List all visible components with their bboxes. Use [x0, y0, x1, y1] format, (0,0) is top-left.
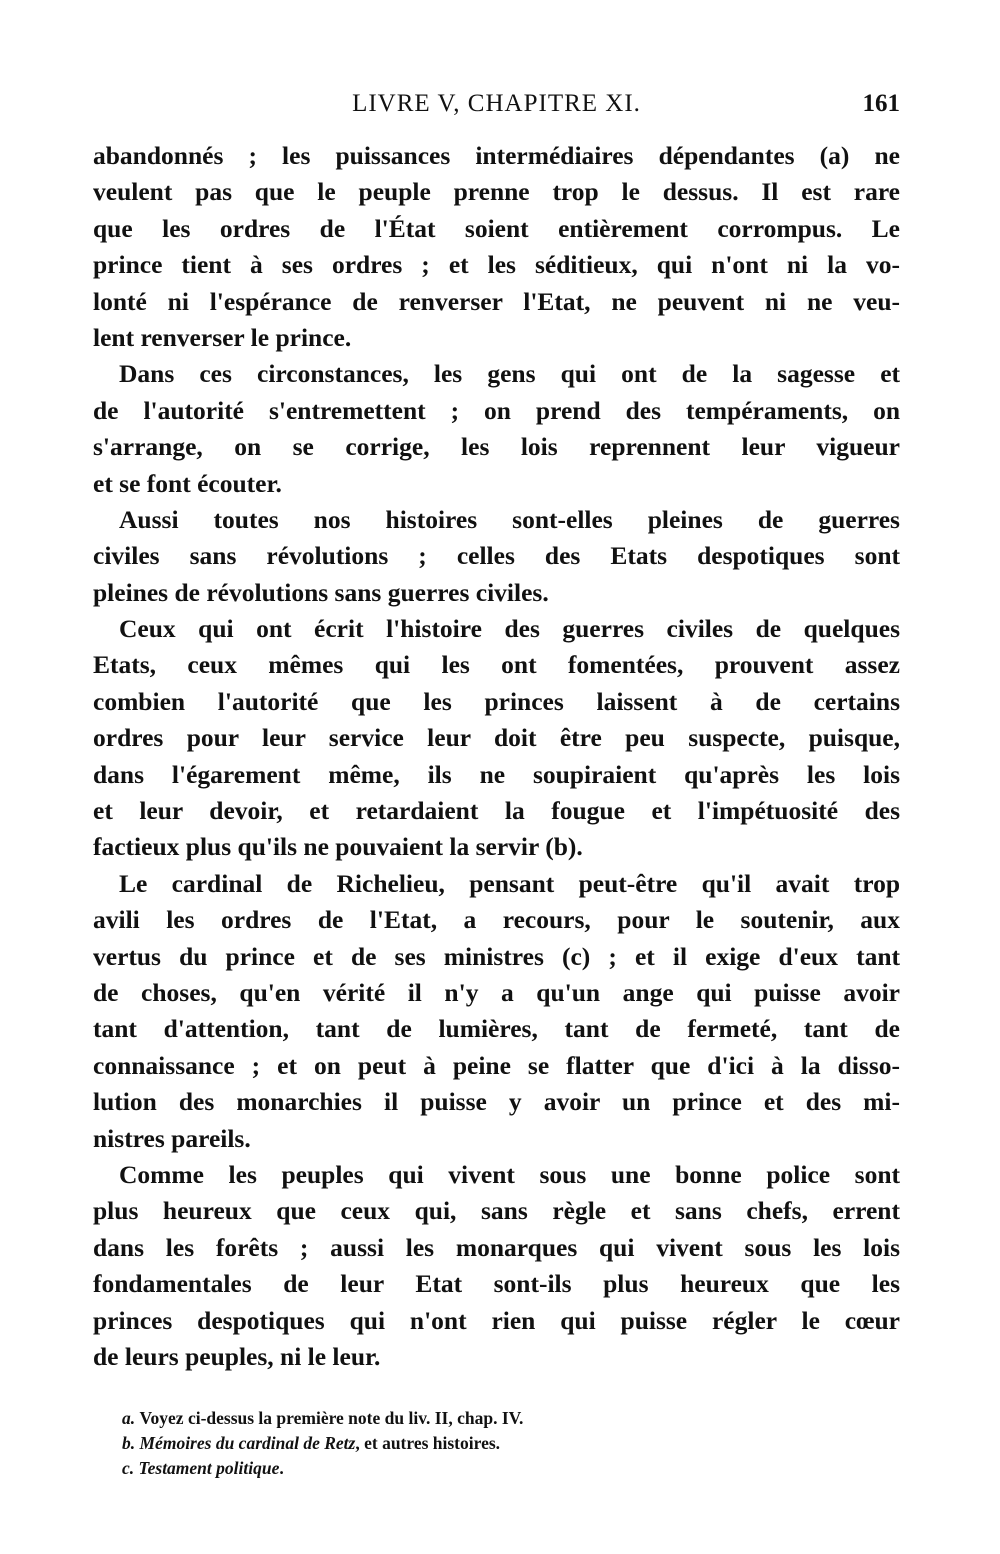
footnote [122, 1406, 822, 1431]
text-line: Dans ces circonstances, les gens qui ont de la sagesse et [119, 359, 900, 389]
text-line: Aussi toutes nos histoires sont-elles pleines de guerres [119, 504, 900, 534]
footnote-mark: a. [122, 1408, 140, 1428]
text-line: Ceux qui ont écrit l'histoire des guerres civiles de quelques [119, 614, 900, 644]
paragraph [93, 356, 900, 502]
text-line: tant d'attention, tant de lumières, tant de fermeté, tant de [93, 1014, 900, 1044]
text-line: vertus du prince et de ses ministres (c) ; et il exige d'eux tant [93, 941, 900, 971]
text-line: veulent pas que le peuple prenne trop le dessus. Il est rare [93, 177, 900, 207]
main-text [93, 138, 900, 1375]
paragraph [93, 611, 900, 866]
text-line: nistres pareils. [93, 1123, 251, 1153]
text-line: princes despotiques qui n'ont rien qui puisse régler le cœur [93, 1305, 900, 1335]
text-line: lution des monarchies il puisse y avoir un prince et des mi- [93, 1087, 900, 1117]
text-line: de choses, qu'en vérité il n'y a qu'un ange qui puisse avoir [93, 977, 900, 1007]
text-line: plus heureux que ceux qui, sans règle et sans chefs, errent [93, 1196, 900, 1226]
text-line: lent renverser le prince. [93, 322, 352, 352]
text-line: de l'autorité s'entremettent ; on prend des tempéraments, on [93, 395, 900, 425]
text-line: lonté ni l'espérance de renverser l'Etat, ne peuvent ni ne veu- [93, 286, 900, 316]
text-line: dans l'égarement même, ils ne soupiraient qu'après les lois [93, 759, 900, 789]
text-line: prince tient à ses ordres ; et les séditieux, qui n'ont ni la vo- [93, 250, 900, 280]
text-line: et leur devoir, et retardaient la fougue et l'impétuosité des [93, 796, 900, 826]
text-line: pleines de révolutions sans guerres civiles. [93, 577, 549, 607]
footnote-text: Voyez ci-dessus la première note du liv. II, chap. IV. [139, 1408, 524, 1428]
running-title: LIVRE V, CHAPITRE XI. [352, 90, 641, 117]
running-header [93, 90, 900, 126]
footnote-title: Testament politique [138, 1458, 280, 1478]
paragraph [93, 138, 900, 356]
paragraph [93, 502, 900, 611]
footnote-title: Mémoires du cardinal de Retz [139, 1433, 356, 1453]
text-line: civiles sans révolutions ; celles des Etats despotiques sont [93, 541, 900, 571]
text-line: et se font écouter. [93, 468, 282, 498]
text-line: que les ordres de l'État soient entièrement corrompus. Le [93, 213, 900, 243]
footnote [122, 1456, 822, 1481]
text-line: de leurs peuples, ni le leur. [93, 1341, 381, 1371]
text-line: Etats, ceux mêmes qui les ont fomentées, prouvent assez [93, 650, 900, 680]
footnote [122, 1431, 822, 1456]
text-line: avili les ordres de l'Etat, a recours, pour le soutenir, aux [93, 905, 900, 935]
text-line: Le cardinal de Richelieu, pensant peut-être qu'il avait trop [119, 868, 900, 898]
footnotes [122, 1406, 822, 1481]
footnote-mark: c. [122, 1458, 139, 1478]
text-line: factieux plus qu'ils ne pouvaient la servir (b). [93, 832, 583, 862]
footnote-mark: b. [122, 1433, 140, 1453]
text-line: dans les forêts ; aussi les monarques qui vivent sous les lois [93, 1232, 900, 1262]
paragraph [93, 1157, 900, 1375]
text-line: Comme les peuples qui vivent sous une bonne police sont [119, 1159, 900, 1189]
text-line: abandonnés ; les puissances intermédiaires dépendantes (a) ne [93, 141, 900, 170]
footnote-text: , et autres histoires. [355, 1433, 501, 1453]
text-line: connaissance ; et on peut à peine se flatter que d'ici à la disso- [93, 1050, 900, 1080]
page-number: 161 [862, 90, 900, 117]
text-line: ordres pour leur service leur doit être peu suspecte, puisque, [93, 723, 900, 753]
paragraph [93, 866, 900, 1157]
text-line: combien l'autorité que les princes laissent à de certains [93, 686, 900, 716]
footnote-text: . [279, 1458, 284, 1478]
text-line: fondamentales de leur Etat sont-ils plus heureux que les [93, 1269, 900, 1299]
text-line: s'arrange, on se corrige, les lois reprennent leur vigueur [93, 432, 900, 462]
